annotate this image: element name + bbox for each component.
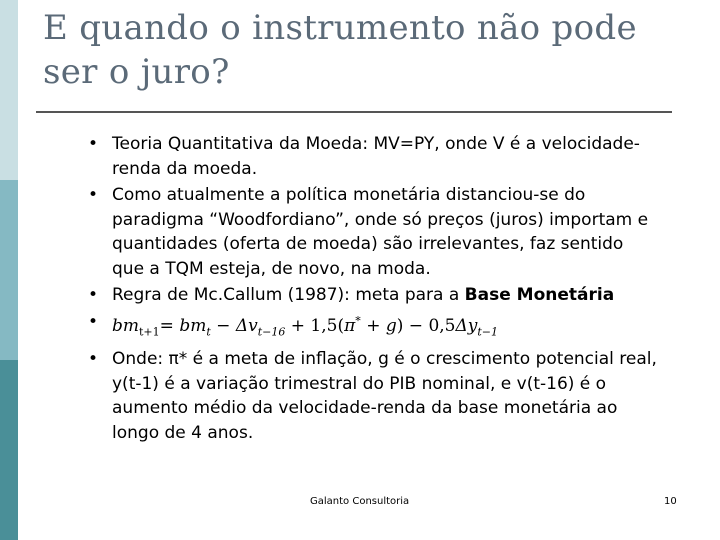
footer-page-number: 10	[664, 496, 677, 507]
bullet-icon: •	[88, 349, 99, 370]
bullet-icon: •	[88, 311, 99, 332]
title-divider	[36, 111, 672, 113]
formula-coef1: 1,5	[310, 316, 338, 337]
bullet-item	[88, 132, 658, 181]
sidebar-segment-mid	[0, 180, 18, 360]
formula-lhs-sub: t+1	[139, 325, 160, 339]
bullet-item	[88, 347, 658, 445]
formula-term1-sub: t	[206, 325, 211, 339]
sidebar-segment-light	[0, 0, 18, 180]
bullet-bold-text: Base Monetária	[464, 285, 615, 305]
footer-company: Galanto Consultoria	[310, 496, 410, 507]
formula-pi: π	[344, 316, 356, 337]
formula-op4: −	[408, 316, 424, 337]
bullet-list	[88, 132, 658, 447]
formula-term1: bm	[179, 316, 207, 337]
formula-lhs: bm	[112, 316, 140, 337]
decorative-sidebar	[0, 0, 18, 540]
bullet-item	[88, 183, 658, 281]
formula-term3-sub: t−1	[477, 325, 499, 339]
formula-op3: +	[366, 316, 381, 337]
bullet-icon: •	[88, 185, 99, 205]
bullet-text: Teoria Quantitativa da Moeda: MV=PY, onde V é a velocidade-renda da moeda.	[112, 134, 640, 179]
formula-term2-sub: t−16	[257, 325, 286, 339]
formula-pi-sup: *	[355, 314, 361, 328]
formula-open-paren: (	[337, 316, 345, 337]
sidebar-segment-dark	[0, 360, 18, 540]
formula-equals: =	[159, 316, 174, 337]
formula-term3: Δy	[455, 316, 478, 337]
formula-term2: Δv	[235, 316, 258, 337]
formula-close-paren: )	[396, 316, 404, 337]
formula-coef2: 0,5	[428, 316, 456, 337]
slide-title: E quando o instrumento não pode ser o juro?	[43, 8, 637, 92]
formula-op2: +	[290, 316, 305, 337]
bullet-item	[88, 283, 658, 308]
bullet-icon: •	[88, 285, 99, 305]
bullet-icon: •	[88, 134, 99, 154]
bullet-item-formula	[88, 310, 658, 346]
bullet-text: Como atualmente a política monetária distanciou-se do paradigma “Woodfordiano”, onde só preços (juros) importam e quantidades (oferta de moeda) são irrelevantes, faz sentido que a TQM esteja, de novo, na moda.	[112, 185, 649, 279]
bullet-text: Regra de Mc.Callum (1987): meta para a	[112, 285, 465, 305]
mccallum-formula	[112, 314, 499, 339]
bullet-text: Onde: π* é a meta de inflação, g é o crescimento potencial real, y(t-1) é a variação trimestral do PIB nominal, e v(t-16) é o aumento médio da velocidade-renda da base monetária ao longo de 4 anos.	[112, 349, 657, 443]
formula-op1: −	[216, 316, 231, 337]
formula-g: g	[385, 316, 397, 337]
